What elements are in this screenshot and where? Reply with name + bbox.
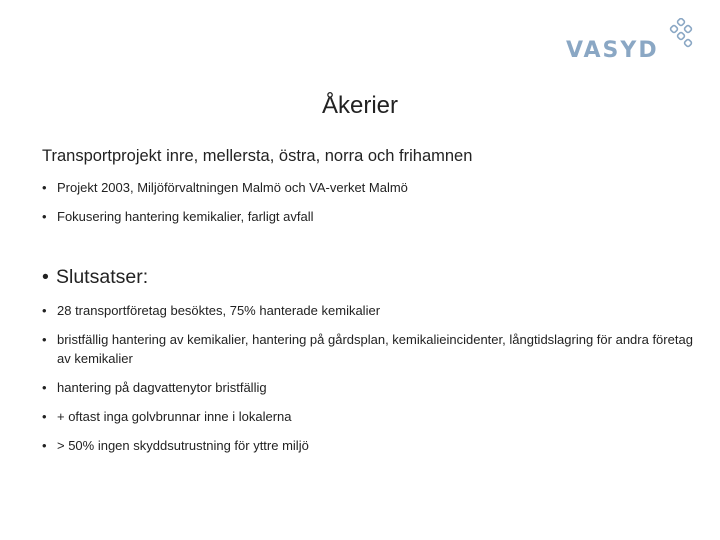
conclusion-bullet-text: > 50% ingen skyddsutrustning för yttre miljö	[57, 438, 309, 453]
bullet-glyph: •	[42, 303, 47, 318]
bullet-glyph: •	[42, 380, 47, 395]
conclusion-bullet-text: + oftast inga golvbrunnar inne i lokalerna	[57, 409, 292, 424]
conclusion-bullet	[42, 407, 697, 426]
bullet-glyph: •	[42, 332, 47, 347]
bullet-glyph: •	[42, 438, 47, 453]
logo-text: VASYD	[566, 38, 659, 63]
bullet-glyph: •	[42, 180, 47, 195]
conclusion-bullet	[42, 301, 697, 320]
conclusion-bullet	[42, 436, 697, 455]
intro-bullet-text: Fokusering hantering kemikalier, farligt avfall	[57, 209, 314, 224]
conclusion-bullet	[42, 378, 697, 397]
vasyd-logo	[566, 18, 696, 64]
section-heading-text: Slutsatser:	[56, 266, 149, 288]
conclusion-bullet-text: hantering på dagvattenytor bristfällig	[57, 380, 267, 395]
slide-title: Åkerier	[321, 92, 399, 119]
conclusion-bullet-text: bristfällig hantering av kemikalier, hantering på gårdsplan, kemikalieincidenter, långtidslagring för andra företag av kemikalier	[57, 332, 693, 366]
conclusion-bullet	[42, 330, 697, 368]
slide-subtitle: Transportprojekt inre, mellersta, östra, norra och frihamnen	[42, 147, 473, 165]
intro-bullet-text: Projekt 2003, Miljöförvaltningen Malmö och VA-verket Malmö	[57, 180, 408, 195]
bullet-glyph: •	[42, 409, 47, 424]
intro-bullet	[42, 178, 697, 197]
intro-bullet	[42, 207, 697, 226]
conclusion-bullet-text: 28 transportföretag besöktes, 75% hanterade kemikalier	[57, 303, 381, 318]
section-heading	[42, 265, 696, 289]
bullet-glyph: •	[42, 266, 49, 288]
bullet-glyph: •	[42, 209, 47, 224]
logo-mark-icon	[666, 18, 696, 50]
